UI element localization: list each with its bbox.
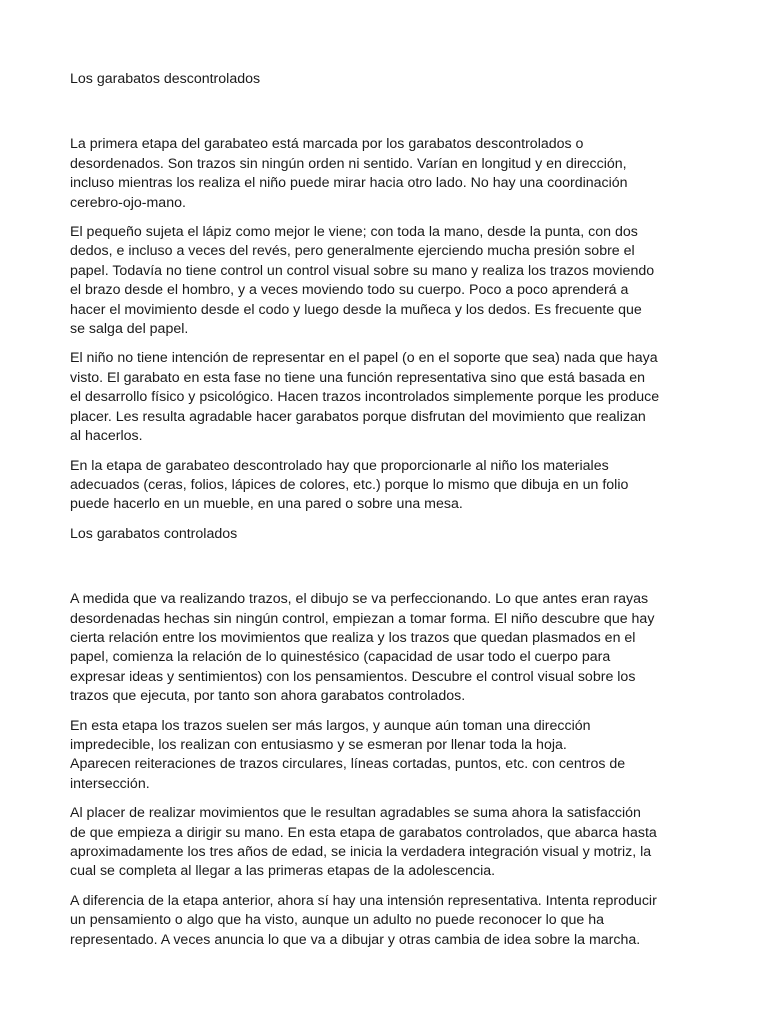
paragraph: El pequeño sujeta el lápiz como mejor le viene; con toda la mano, desde la punta, con dos dedos, e incluso a veces del revés, pero generalmente ejerciendo mucha presión sobre el papel. Todavía no tiene control un control visual sobre su mano y realiza los trazos moviendo el brazo desde el hombro, y a veces moviendo todo su cuerpo. Poco a poco aprenderá a hacer el movimiento desde el codo y luego desde la muñeca y los dedos. Es frecuente que se salga del papel. [70, 224, 655, 338]
paragraph: En esta etapa los trazos suelen ser más largos, y aunque aún toman una dirección impredecible, los realizan con entusiasmo y se esmeran por llenar toda la hoja. Aparecen reiteraciones de trazos circulares, líneas cortadas, puntos, etc. con centros de intersección. [70, 717, 626, 792]
paragraph: En la etapa de garabateo descontrolado hay que proporcionarle al niño los materiales adecuados (ceras, folios, lápices de colores, etc.) porque lo mismo que dibuja en un folio puede hacerlo en un mueble, en una pared o sobre una mesa. [70, 457, 629, 513]
paragraph: Al placer de realizar movimientos que le resultan agradables se suma ahora la satisfacción de que empieza a dirigir su mano. En esta etapa de garabatos controlados, que abarca hasta aproximadamente los tres años de edad, se inicia la verdadera integración visual y motriz, la cual se completa al llegar a las primeras etapas de la adolescencia. [70, 805, 657, 880]
paragraph: El niño no tiene intención de representar en el papel (o en el soporte que sea) nada que haya visto. El garabato en esta fase no tiene una función representativa sino que está basada en el desarrollo físico y psicológico. Hacen trazos incontrolados simplemente porque les produce placer. Les resulta agradable hacer garabatos porque disfrutan del movimiento que realizan al hacerlos. [70, 350, 660, 445]
paragraph: A diferencia de la etapa anterior, ahora sí hay una intensión representativa. Intenta reproducir un pensamiento o algo que ha visto, aunque un adulto no puede reconocer lo que ha representado. A veces anuncia lo que va a dibujar y otras cambia de idea sobre la marcha. [70, 892, 657, 948]
paragraph: La primera etapa del garabateo está marcada por los garabatos descontrolados o desordenados. Son trazos sin ningún orden ni sentido. Varían en longitud y en dirección, incluso mientras los realiza el niño puede mirar hacia otro lado. No hay una coordinación cerebro-ojo-mano. [70, 136, 628, 211]
section-heading-uncontrolled: Los garabatos descontrolados [70, 71, 261, 87]
section-heading-controlled: Los garabatos controlados [70, 525, 238, 542]
document-page [70, 70, 710, 960]
paragraph: A medida que va realizando trazos, el dibujo se va perfeccionando. Lo que antes eran rayas desordenadas hechas sin ningún control, empiezan a tomar forma. El niño descubre que hay cierta relación entre los movimientos que realiza y los trazos que quedan plasmados en el papel, comienza la relación de lo quinestésico (capacidad de usar todo el cuerpo para expresar ideas y sentimientos) con los pensamientos. Descubre el control visual sobre los trazos que ejecuta, por tanto son ahora garabatos controlados. [70, 591, 655, 705]
